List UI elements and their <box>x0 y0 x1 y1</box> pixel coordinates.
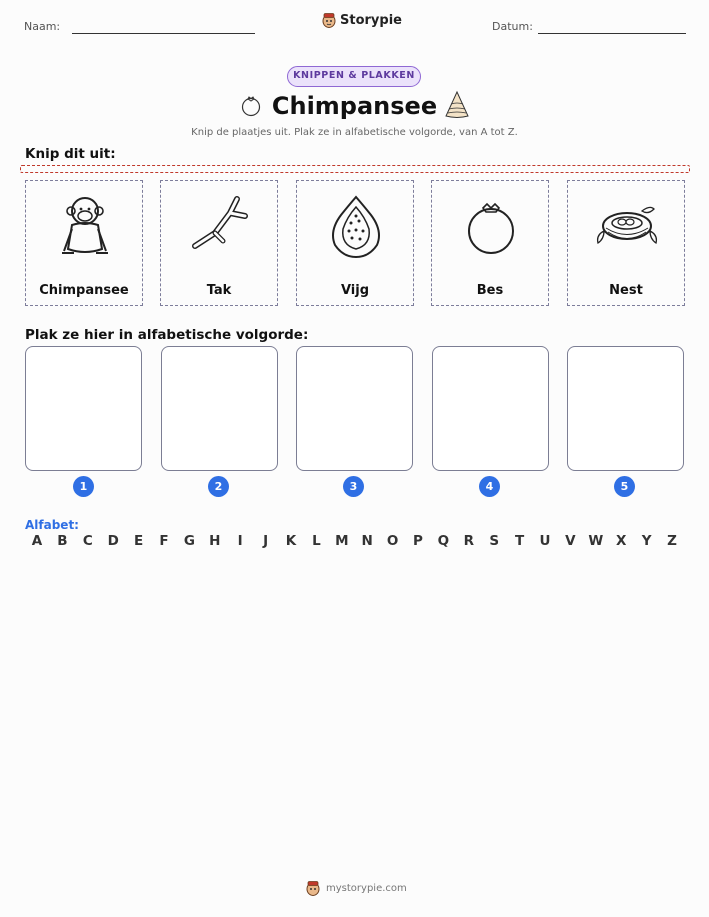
footer-url: mystorypie.com <box>326 882 407 894</box>
cut-card-nest[interactable] <box>567 180 685 306</box>
footer <box>306 880 407 896</box>
brand-logo <box>322 12 402 28</box>
paste-box-5[interactable] <box>567 346 684 471</box>
alphabet-letter-j: J <box>263 533 269 549</box>
berry-icon <box>456 191 526 261</box>
alphabet-label: Alfabet: <box>25 518 79 532</box>
alphabet-letter-r: R <box>463 533 474 549</box>
slot-number-5: 5 <box>614 476 635 497</box>
cut-card-tak[interactable] <box>160 180 278 306</box>
paste-box-2[interactable] <box>161 346 278 471</box>
alphabet-letter-m: M <box>335 533 349 549</box>
paste-box-4[interactable] <box>432 346 549 471</box>
nest-deco-icon <box>444 90 470 120</box>
cut-line <box>20 165 690 173</box>
storypie-mascot-icon <box>322 12 336 28</box>
alphabet-letter-v: V <box>565 533 576 549</box>
card-name-tak: Tak <box>206 283 232 298</box>
slot-number-3: 3 <box>343 476 364 497</box>
name-line <box>72 33 255 34</box>
alphabet-letter-q: Q <box>437 533 450 549</box>
alphabet-letter-l: L <box>312 533 321 549</box>
alphabet-row <box>25 533 687 551</box>
paste-box-1[interactable] <box>25 346 142 471</box>
slot-number-4: 4 <box>479 476 500 497</box>
alphabet-letter-k: K <box>285 533 297 549</box>
cut-card-bes[interactable] <box>431 180 549 306</box>
chimpanzee-icon <box>50 191 120 261</box>
slot-number-1: 1 <box>73 476 94 497</box>
alphabet-letter-a: A <box>31 533 43 549</box>
alphabet-letter-e: E <box>133 533 144 549</box>
brand-name: Storypie <box>340 12 402 28</box>
alphabet-letter-w: W <box>588 533 604 549</box>
alphabet-letter-f: F <box>159 533 169 549</box>
fig-icon <box>321 191 391 261</box>
card-name-chimpansee: Chimpansee <box>39 283 129 298</box>
alphabet-letter-s: S <box>489 533 500 549</box>
alphabet-letter-d: D <box>107 533 119 549</box>
activity-tag: KNIPPEN & PLAKKEN <box>287 66 421 87</box>
alphabet-letter-b: B <box>57 533 68 549</box>
alphabet-letter-x: X <box>615 533 627 549</box>
alphabet-letter-n: N <box>361 533 373 549</box>
date-line <box>538 33 686 34</box>
alphabet-letter-h: H <box>209 533 221 549</box>
alphabet-letter-i: I <box>237 533 243 549</box>
card-name-nest: Nest <box>609 283 643 298</box>
alphabet-letter-u: U <box>539 533 551 549</box>
card-name-vijg: Vijg <box>340 283 370 298</box>
alphabet-letter-t: T <box>514 533 525 549</box>
instructions: Knip de plaatjes uit. Plak ze in alfabetische volgorde, van A tot Z. <box>191 127 518 138</box>
alphabet-letter-c: C <box>82 533 93 549</box>
cut-card-vijg[interactable] <box>296 180 414 306</box>
alphabet-letter-g: G <box>183 533 195 549</box>
alphabet-letter-y: Y <box>641 533 652 549</box>
cut-section-label: Knip dit uit: <box>25 146 116 162</box>
name-label: Naam: <box>24 20 61 33</box>
cut-card-chimpansee[interactable] <box>25 180 143 306</box>
branch-icon <box>185 191 255 261</box>
date-label: Datum: <box>492 20 533 33</box>
slot-number-2: 2 <box>208 476 229 497</box>
card-name-bes: Bes <box>476 283 504 298</box>
alphabet-letter-o: O <box>386 533 399 549</box>
storypie-mascot-icon <box>306 880 320 896</box>
paste-box-3[interactable] <box>296 346 413 471</box>
alphabet-letter-p: P <box>413 533 423 549</box>
paste-section-label: Plak ze hier in alfabetische volgorde: <box>25 327 309 343</box>
alphabet-letter-z: Z <box>667 533 677 549</box>
nest-icon <box>592 191 662 261</box>
page-title: Chimpansee <box>271 92 438 120</box>
